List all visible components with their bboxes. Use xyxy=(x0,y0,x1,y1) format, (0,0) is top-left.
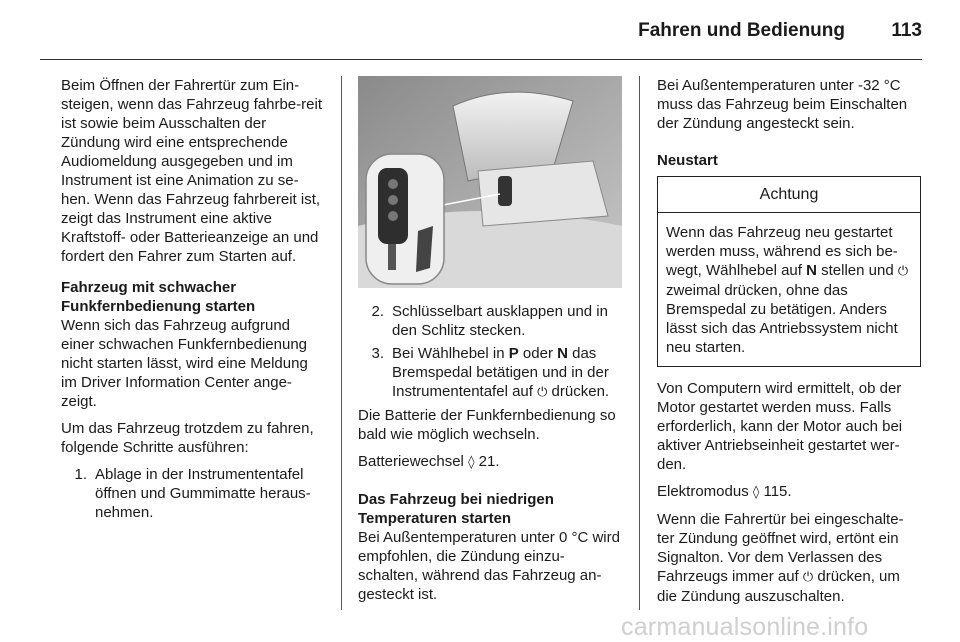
header-rule xyxy=(40,59,922,60)
step-number: 2. xyxy=(371,303,384,320)
column-middle xyxy=(358,76,622,612)
paragraph: Die Batterie der Funkfernbedienung so bald wie möglich wechseln. xyxy=(358,407,616,443)
section-heading: Das Fahrzeug bei niedrigen Temperaturen starten xyxy=(358,491,554,527)
section-heading: Neustart xyxy=(657,152,718,169)
key-slot-icon xyxy=(498,176,512,206)
step-number: 1. xyxy=(74,466,87,483)
page-number: 113 xyxy=(891,20,922,41)
step-number: 3. xyxy=(371,345,384,362)
page-header-title: Fahren und Bedienung xyxy=(638,20,845,41)
power-icon: ⏻ xyxy=(897,264,909,279)
list-item xyxy=(61,465,327,522)
intro-paragraph: Beim Öffnen der Fahrertür zum Ein-steigen, wenn das Fahrzeug fahrbe-reit ist sowie beim Ausschalten der Zündung wird eine entsprechende Audiomeldung ausgegeben und im Instrument ist eine Animation zu se-hen. Wenn das Fahrzeug fahrbereit ist, zeigt das Instrument eine aktive Kraftstoff- oder Batterieanzeige an und fordert den Fahrer zum Starten auf. xyxy=(61,77,322,265)
page-ref-icon: ◊ xyxy=(468,455,475,470)
cross-reference: Elektromodus ◊ 115. xyxy=(657,483,792,500)
list-item xyxy=(358,302,622,340)
power-icon: ⏻ xyxy=(802,570,814,585)
power-icon: ⏻ xyxy=(537,385,548,400)
list-item xyxy=(358,344,622,402)
page-ref-icon: ◊ xyxy=(752,485,760,500)
paragraph: Bei Außentemperaturen unter -32 °C muss das Fahrzeug beim Einschalten der Zündung angesteckt sein. xyxy=(657,77,908,132)
column-divider xyxy=(639,76,640,610)
notice-box xyxy=(657,176,921,367)
step-text: Bei Wählhebel in P oder N das Bremspedal betätigen und in der Instrumententafel auf ⏻ drücken. xyxy=(392,345,610,400)
cross-reference: Batteriewechsel ◊ 21. xyxy=(358,453,500,470)
column-left xyxy=(61,76,327,526)
column-right xyxy=(657,76,921,614)
paragraph: Bei Außentemperaturen unter 0 °C wird empfohlen, die Zündung einzu-schalten, während das Fahrzeug an-gesteckt ist. xyxy=(358,529,620,603)
column-divider xyxy=(341,76,342,610)
key-slot-illustration xyxy=(358,76,622,288)
watermark: carmanualsonline.info xyxy=(621,613,869,641)
steps-list xyxy=(358,302,622,402)
paragraph: Um das Fahrzeug trotzdem zu fahren, folgende Schritte ausführen: xyxy=(61,420,314,456)
step-text: Ablage in der Instrumententafel öffnen und Gummimatte heraus-nehmen. xyxy=(95,466,311,521)
notice-body: Wenn das Fahrzeug neu gestartet werden muss, während es sich be-wegt, Wählhebel auf N stellen und ⏻ zweimal drücken, ohne das Bremspedal zu betätigen. Anders lässt sich das Antriebssystem nicht neu starten. xyxy=(666,224,909,356)
notice-title: Achtung xyxy=(658,177,920,213)
paragraph: Wenn sich das Fahrzeug aufgrund einer schwachen Funkfernbedienung nicht starten lässt, wird eine Meldung im Driver Information Center ange-zeigt. xyxy=(61,317,308,410)
steps-list xyxy=(61,465,327,522)
section-heading: Fahrzeug mit schwacher Funkfernbedienung starten xyxy=(61,279,256,315)
paragraph: Wenn die Fahrertür bei eingeschalte-ter Zündung geöffnet wird, ertönt ein Signalton. Vor dem Verlassen des Fahrzeugs immer auf ⏻ drücken, um die Zündung auszuschalten. xyxy=(657,511,904,605)
step-text: Schlüsselbart ausklappen und in den Schlitz stecken. xyxy=(392,303,608,339)
paragraph: Von Computern wird ermittelt, ob der Motor gestartet werden muss. Falls erforderlich, kann der Motor auch bei aktiver Antriebseinheit gestartet wer-den. xyxy=(657,380,903,473)
